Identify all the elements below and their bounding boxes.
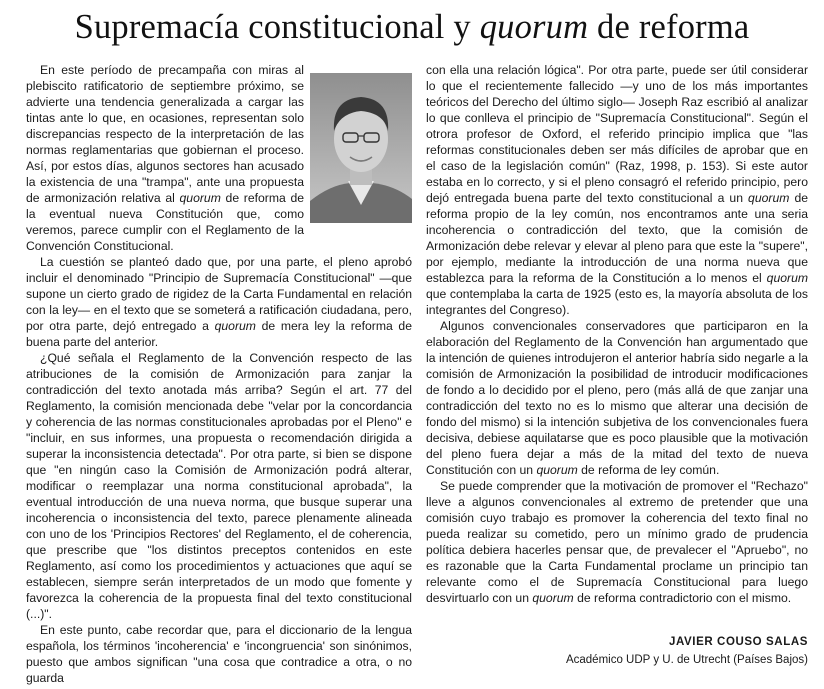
paragraph-text: de reforma de la eventual nueva Constitución que, como veremos, parece cumplir con el Reglamento de la Convención Constitucional. xyxy=(26,191,304,253)
paragraph-text: ¿Qué señala el Reglamento de la Convención respecto de las atribuciones de la comisión de Armonización para zanjar la contradicción del texto anotada más arriba? Según el art. 77 del Reglamento, la comisión mencionada debe "velar por la concordancia y coherencia de las normas constitucionales aprobadas por el Pleno" e "incluir, en sus informes, una propuesta o recomendación dirigida a superar la inconsistencia detectada". Por otra parte, si bien se dispone que "en ningún caso la Comisión de Armonización podrá alterar, modificar o reemplazar una norma constitucional aprobada", la eventual introducción de una nueva norma, que busque superar una incoherencia o inconsistencia del texto, parece plenamente alineada con uno de los 'Principios Rectores' del Reglamento, el de coherencia, que prescribe que "los distintos preceptos contenidos en este Reglamento, así como los procedimientos y actuaciones que aquí se establecen, siempre serán interpretados de un modo que fomente y favorezca la coherencia de la propuesta final del texto constitucional (...)". xyxy=(26,351,412,621)
italic-term: quorum xyxy=(179,191,221,205)
title-italic-word: quorum xyxy=(479,8,589,46)
paragraph-text: que contemplaba la carta de 1925 (esto es, la mayoría absoluta de los integrantes del Congreso). xyxy=(426,287,808,317)
italic-term: quorum xyxy=(748,191,790,205)
author-name: JAVIER COUSO SALAS xyxy=(668,636,808,648)
article-title xyxy=(0,6,824,48)
right-column xyxy=(426,62,808,606)
title-text-end: de reforma xyxy=(588,8,750,46)
paragraph-text: Algunos convencionales conservadores que participaron en la elaboración del Reglamento de la Convención han argumentado que la intención de quienes introdujeron el anterior habría sido negarle a la comisión de Armonización la posibilidad de introducir modificaciones de fondo a lo decidido por el pleno, pero (más allá de que zanjar una contradicción del texto no es lo mismo que alterar una decisión de fondo del mismo) si la intención subjetiva de los convencionales fuera decisiva, debiese aquilatarse que es poco plausible que la motivación del pleno fuera dejar a más de la mitad del texto de nueva Constitución con un xyxy=(426,319,808,477)
left-column xyxy=(26,62,412,686)
italic-term: quorum xyxy=(766,271,808,285)
paragraph-text: En este punto, cabe recordar que, para el diccionario de la lengua española, los términos 'incoherencia' e 'incongruencia' son sinónimos, puesto que ambos significan "una cosa que contradice a otra, o no guarda xyxy=(26,623,412,685)
author-photo xyxy=(310,73,412,223)
paragraph-text: de reforma contradictorio con el mismo. xyxy=(573,591,792,605)
article-paragraph xyxy=(26,622,412,686)
article-paragraph xyxy=(426,478,808,606)
article-paragraph xyxy=(26,350,412,622)
paragraph-text: En este período de precampaña con miras al plebiscito ratificatorio de septiembre próximo, se advierte una tendencia generalizada a cargar las tintas ante lo que, en ocasiones, representan solo discrepancias respecto de la interpretación de las normas reglamentarias que gobiernan el proceso. Así, por estos días, algunos sectores han acusado la existencia de una "trampa", ante una propuesta de armonización relativa al xyxy=(26,63,304,205)
article-paragraph xyxy=(426,62,808,318)
paragraph-text: de mera ley la reforma de buena parte del anterior. xyxy=(26,319,412,349)
author-affiliation: Académico UDP y U. de Utrecht (Países Bajos) xyxy=(565,654,808,666)
article-paragraph xyxy=(26,62,412,254)
title-text: Supremacía constitucional y xyxy=(74,8,480,46)
paragraph-text: con ella una relación lógica". Por otra parte, puede ser útil considerar lo que el recientemente fallecido —y uno de los más importantes teóricos del Derecho del último siglo— Joseph Raz escribió al analizar lo que conlleva el principio de "Supremacía Constitucional". Según el otrora profesor de Oxford, el referido principio implica que "las reformas constitucionales deben ser más difíciles de aprobar que en el caso de la legislación común" (Raz, 1998, p. 153). Si este autor estaba en lo correcto, y si el pleno consagró el referido principio, pero dejó entregada buena parte del texto constitucional a un xyxy=(426,63,808,205)
article-paragraph xyxy=(26,254,412,350)
paragraph-text: La cuestión se planteó dado que, por una parte, el pleno aprobó incluir el denominado "Principio de Supremacía Constitucional" —que supone un cierto grado de rigidez de la Carta Fundamental en relación con la ley— en el texto que se someterá a ratificación ciudadana, pero, por otra parte, dejó entregado a xyxy=(26,255,412,333)
italic-term: quorum xyxy=(214,319,256,333)
paragraph-text: Se puede comprender que la motivación de promover el "Rechazo" lleve a algunos convencionales al extremo de pretender que una comisión cuyo trabajo es promover la coherencia del texto final no pueda realizar su cometido, pero un mínimo grado de prudencia política debiera hacerles pensar que, de prevalecer el "Apruebo", no es razonable que la Carta Fundamental proclame un principio tan relevante como el de Supremacía Constitucional para luego desvirtuarlo con un xyxy=(426,479,808,605)
article-paragraph xyxy=(426,318,808,478)
paragraph-text: de reforma propio de la ley común, nos encontramos ante una seria incoherencia o contradicción del texto, que la comisión de Armonización debe relevar y elevar al pleno para que este la "supere", por ejemplo, mediante la introducción de una norma nueva que establezca para la reforma de la Constitución a lo menos el xyxy=(426,191,808,285)
paragraph-text: de reforma de ley común. xyxy=(577,463,720,477)
italic-term: quorum xyxy=(532,591,574,605)
italic-term: quorum xyxy=(536,463,578,477)
author-portrait-image xyxy=(310,73,412,223)
